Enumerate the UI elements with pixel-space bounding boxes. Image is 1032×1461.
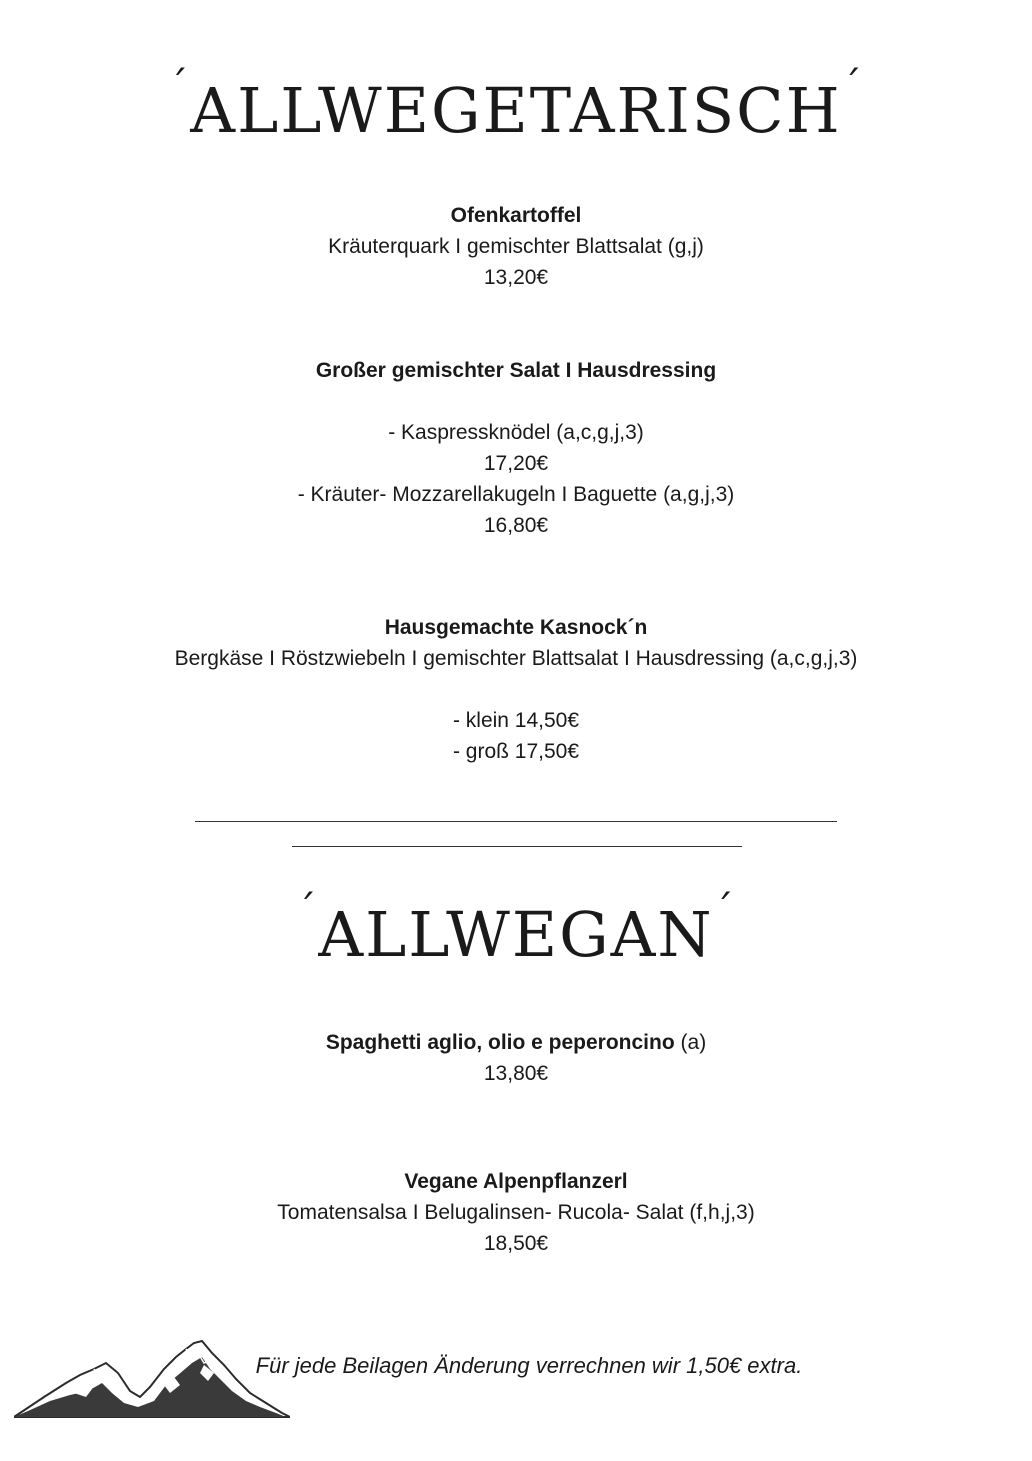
dish-description: Bergkäse I Röstzwiebeln I gemischter Blattsalat I Hausdressing (a,c,g,j,3) [174, 647, 858, 670]
dish-price: 17,20€ [483, 452, 549, 475]
section-title-vegetarian [0, 64, 1032, 147]
section-title-vegetarian-text: ALLWEGETARISCH [190, 74, 842, 147]
divider-line [292, 846, 742, 847]
dish-ofenkartoffel [0, 200, 1032, 293]
dish-size-small: - klein 14,50€ [452, 709, 580, 732]
dish-price: 13,20€ [483, 266, 549, 289]
dish-pflanzerl [0, 1166, 1032, 1259]
dish-size-large: - groß 17,50€ [452, 740, 580, 763]
dish-spaghetti [0, 1027, 1032, 1089]
dish-description: Tomatensalsa I Belugalinsen- Rucola- Salat (f,h,j,3) [277, 1201, 755, 1224]
title-accent-right: ´ [713, 888, 736, 934]
dish-salat [0, 355, 1032, 541]
title-accent-left: ´ [168, 64, 191, 110]
divider-line [195, 821, 837, 822]
section-title-vegan-text: ALLWEGAN [318, 898, 714, 971]
dish-option: - Kräuter- Mozzarellakugeln I Baguette (a,g,j,3) [297, 483, 735, 506]
dish-price: 16,80€ [483, 514, 549, 537]
dish-price: 18,50€ [483, 1232, 549, 1255]
dish-option: - Kaspressknödel (a,c,g,j,3) [388, 421, 644, 444]
dish-name: Vegane Alpenpflanzerl [404, 1170, 628, 1193]
dish-price: 13,80€ [483, 1062, 549, 1085]
dish-name: Hausgemachte Kasnock´n [384, 616, 648, 639]
mountain-silhouette-icon [14, 1335, 290, 1427]
footer-note: Für jede Beilagen Änderung verrechnen wir 1,50€ extra. [255, 1353, 803, 1378]
dish-kasnocken [0, 612, 1032, 767]
dish-name: Ofenkartoffel [450, 204, 582, 227]
title-accent-right: ´ [841, 64, 864, 110]
dish-name: Spaghetti aglio, olio e peperoncino [325, 1031, 675, 1054]
dish-name: Großer gemischter Salat I Hausdressing [315, 359, 717, 382]
section-title-vegan [0, 888, 1032, 971]
dish-description: Kräuterquark I gemischter Blattsalat (g,j) [328, 235, 704, 258]
dish-name-line [0, 1027, 1032, 1058]
title-accent-left: ´ [296, 888, 319, 934]
dish-allergen: (a) [680, 1031, 707, 1054]
